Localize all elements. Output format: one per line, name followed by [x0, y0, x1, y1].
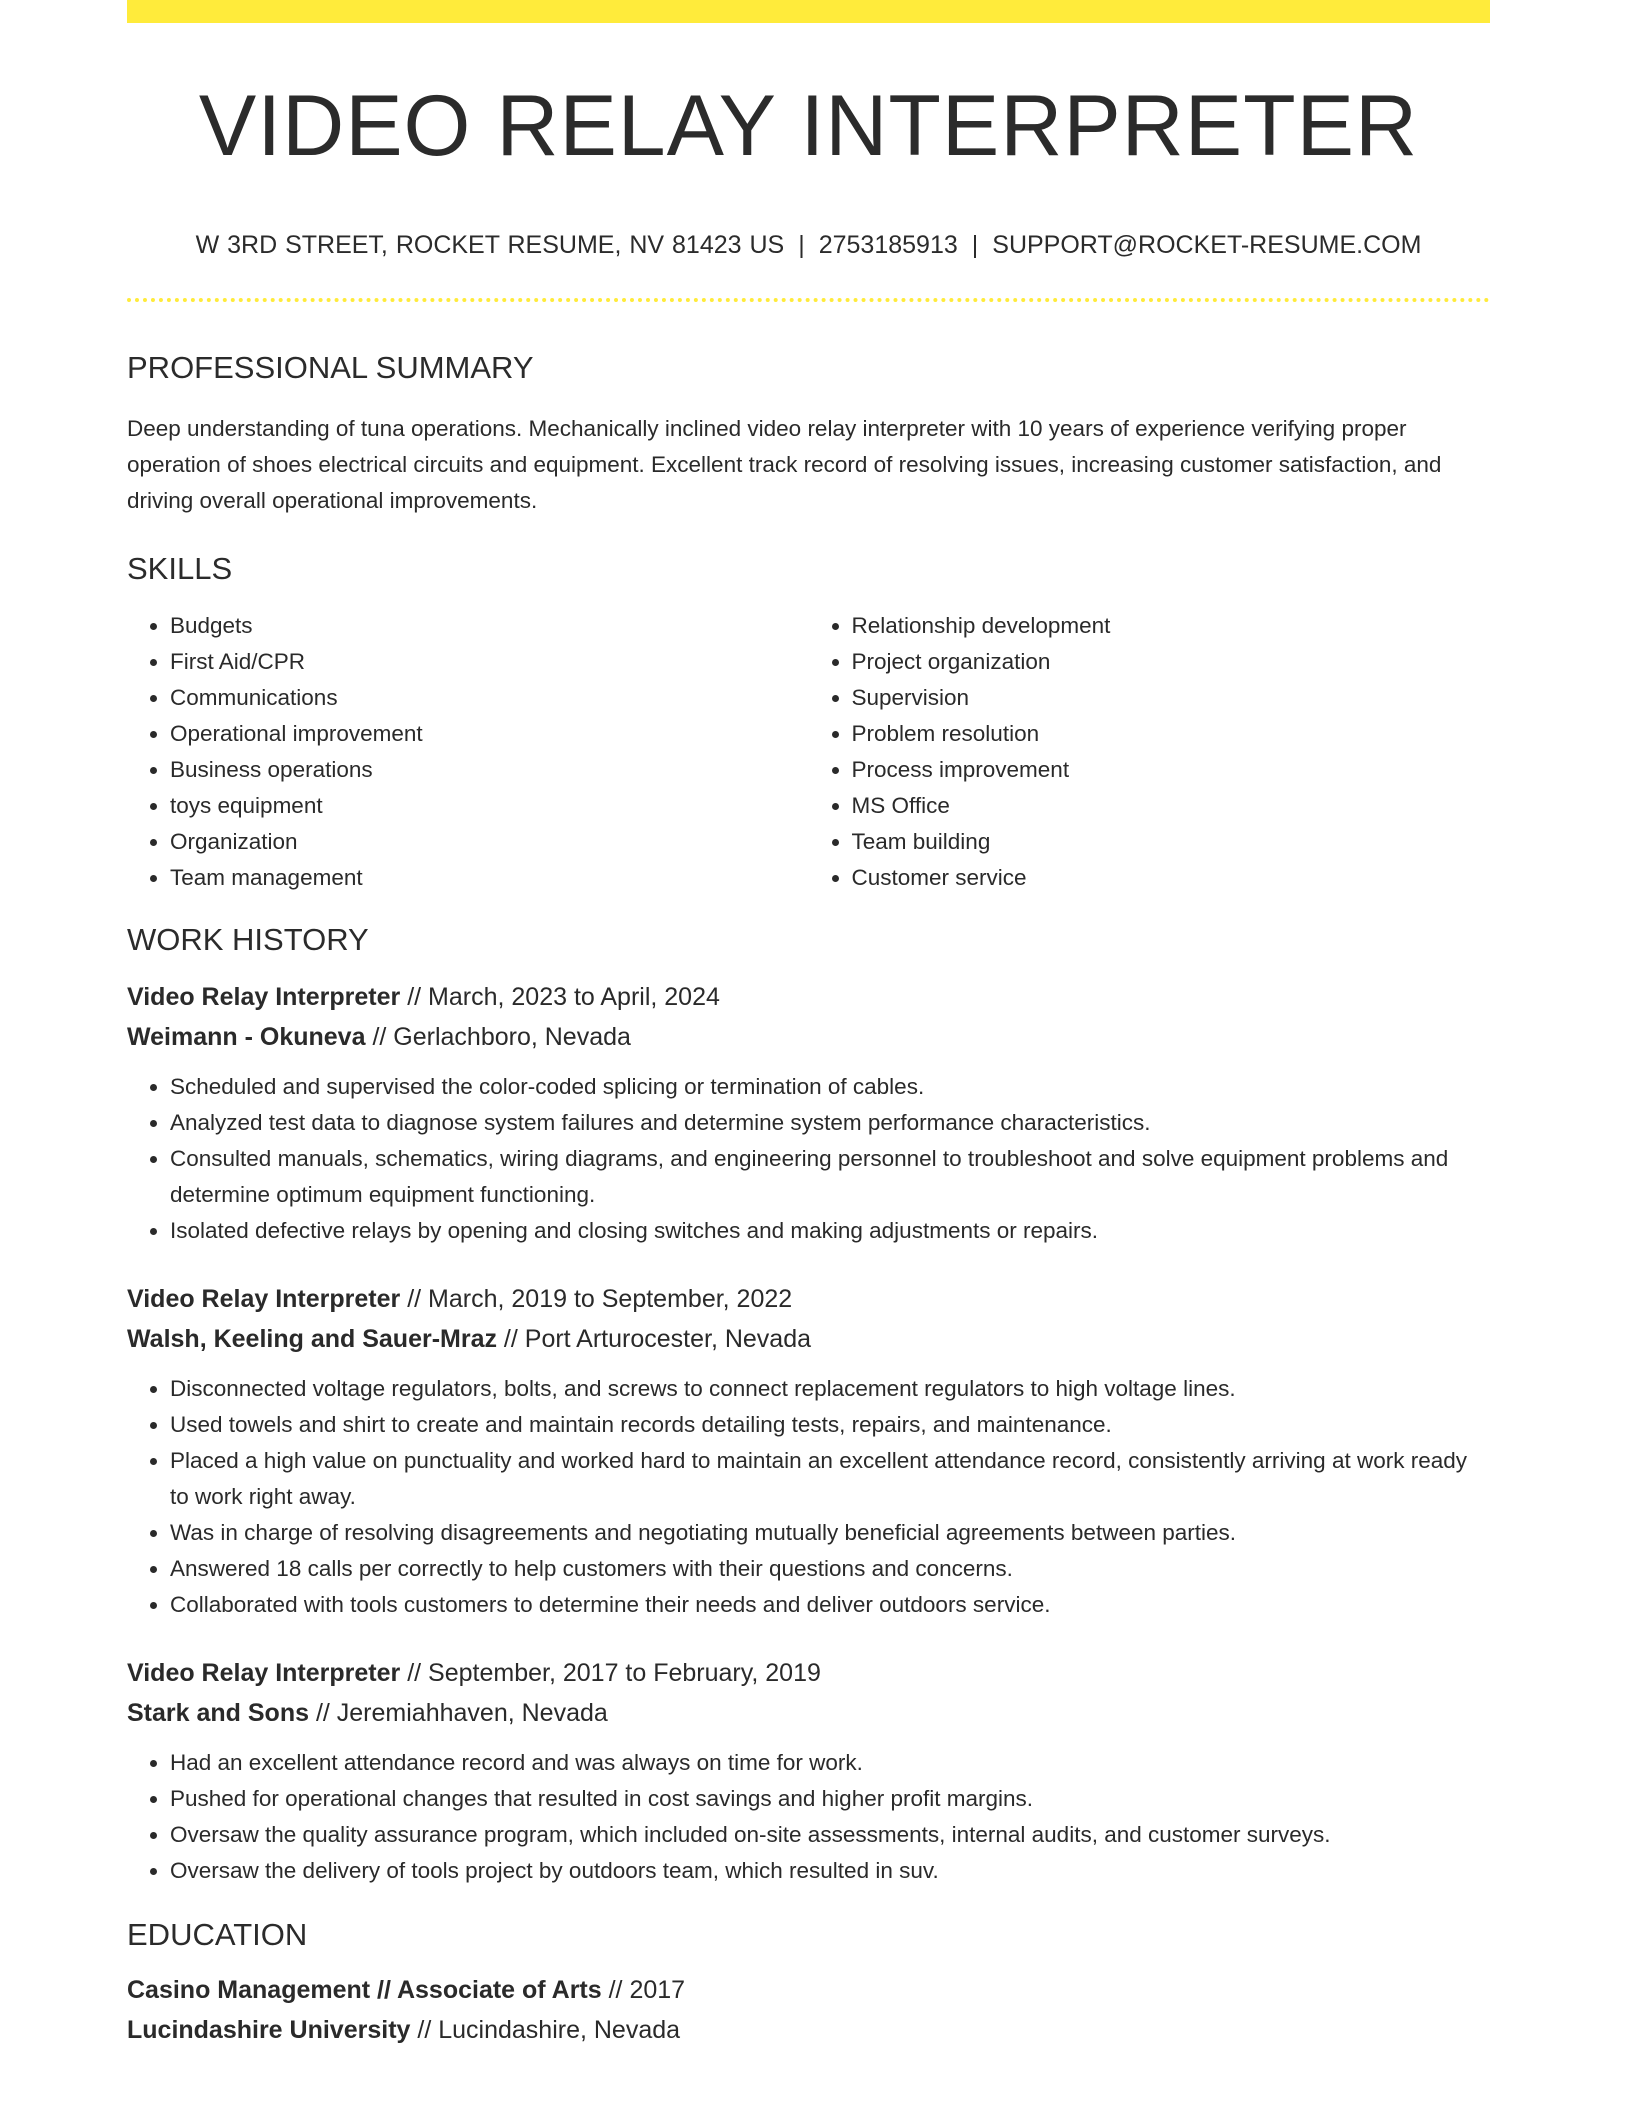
job-bullets	[127, 1069, 1490, 1249]
skill-item: • MS Office	[852, 788, 1491, 824]
job-dates: // March, 2023 to April, 2024	[400, 983, 720, 1011]
skill-item: • Customer service	[852, 860, 1491, 896]
skill-item: • Project organization	[852, 644, 1491, 680]
education-section	[127, 1919, 1490, 2050]
skill-item: • Budgets	[170, 608, 809, 644]
job-bullets	[127, 1371, 1490, 1623]
job-title: Video Relay Interpreter	[127, 983, 401, 1011]
skills-list-right	[809, 608, 1491, 896]
job-bullet: • Analyzed test data to diagnose system failures and determine system performance characteristics.	[170, 1105, 1490, 1141]
job-location: // Gerlachboro, Nevada	[365, 1023, 631, 1051]
job-dates: // March, 2019 to September, 2022	[400, 1285, 793, 1313]
contact-email: SUPPORT@ROCKET-RESUME.COM	[992, 231, 1422, 259]
job-bullet: • Placed a high value on punctuality and worked hard to maintain an excellent attendance record, consistently arriving at work ready to work right away.	[170, 1443, 1490, 1515]
job-bullet: • Oversaw the quality assurance program, which included on-site assessments, internal audits, and customer surveys.	[170, 1817, 1490, 1853]
job-title: Video Relay Interpreter	[127, 1285, 401, 1313]
contact-separator: |	[798, 231, 805, 259]
section-heading-summary: PROFESSIONAL SUMMARY	[127, 350, 534, 385]
job-bullet: • Had an excellent attendance record and was always on time for work.	[170, 1745, 1490, 1781]
job-bullet: • Collaborated with tools customers to determine their needs and deliver outdoors service.	[170, 1587, 1490, 1623]
job-company: Walsh, Keeling and Sauer-Mraz	[127, 1325, 497, 1353]
work-history-section	[127, 924, 1490, 1889]
job-entry	[127, 1279, 1490, 1623]
section-heading-education: EDUCATION	[127, 1917, 308, 1952]
professional-summary-section	[127, 352, 1490, 519]
skill-item: • Communications	[170, 680, 809, 716]
section-heading-work: WORK HISTORY	[127, 922, 369, 957]
job-title-line	[127, 1279, 1490, 1319]
job-company: Weimann - Okuneva	[127, 1023, 366, 1051]
job-bullet: • Consulted manuals, schematics, wiring diagrams, and engineering personnel to troubleshoot and solve equipment problems and determine optimum equipment functioning.	[170, 1141, 1490, 1213]
skill-item: • Team building	[852, 824, 1491, 860]
job-company-line	[127, 1693, 1490, 1733]
section-heading-skills: SKILLS	[127, 551, 233, 586]
job-company: Stark and Sons	[127, 1699, 309, 1727]
job-title-line	[127, 977, 1490, 1017]
job-dates: // September, 2017 to February, 2019	[400, 1659, 821, 1687]
education-degree-line	[127, 1970, 1490, 2010]
job-bullet: • Isolated defective relays by opening and closing switches and making adjustments or repairs.	[170, 1213, 1490, 1249]
skill-item: • Operational improvement	[170, 716, 809, 752]
skill-item: • Problem resolution	[852, 716, 1491, 752]
job-bullet: • Used towels and shirt to create and maintain records detailing tests, repairs, and maintenance.	[170, 1407, 1490, 1443]
job-bullet: • Answered 18 calls per correctly to help customers with their questions and concerns.	[170, 1551, 1490, 1587]
contact-line	[127, 233, 1490, 258]
skills-section	[127, 553, 1490, 896]
education-school: Lucindashire University	[127, 2016, 411, 2044]
contact-phone: 2753185913	[818, 231, 958, 259]
contact-separator: |	[971, 231, 979, 259]
summary-text: Deep understanding of tuna operations. Mechanically inclined video relay interpreter with 10 years of experience verifying proper operation of shoes electrical circuits and equipment. Excellent track record of resolving issues, increasing customer satisfaction, and driving overall operational improvements.	[127, 416, 1442, 513]
job-entry	[127, 1653, 1490, 1889]
job-bullet: • Pushed for operational changes that resulted in cost savings and higher profit margins.	[170, 1781, 1490, 1817]
job-bullet: • Disconnected voltage regulators, bolts, and screws to connect replacement regulators to high voltage lines.	[170, 1371, 1490, 1407]
education-degree: Casino Management // Associate of Arts	[127, 1976, 602, 2004]
resume-page	[127, 0, 1490, 2050]
contact-address: W 3RD STREET, ROCKET RESUME, NV 81423 US	[195, 231, 785, 259]
job-title: Video Relay Interpreter	[127, 1659, 401, 1687]
skill-item: • Organization	[170, 824, 809, 860]
education-school-line	[127, 2010, 1490, 2050]
job-bullets	[127, 1745, 1490, 1889]
job-bullet: • Was in charge of resolving disagreements and negotiating mutually beneficial agreements between parties.	[170, 1515, 1490, 1551]
education-entry	[127, 1970, 1490, 2050]
candidate-name: VIDEO RELAY INTERPRETER	[198, 78, 1419, 174]
job-location: // Jeremiahhaven, Nevada	[309, 1699, 608, 1727]
job-bullet: • Scheduled and supervised the color-coded splicing or termination of cables.	[170, 1069, 1490, 1105]
skill-item: • Business operations	[170, 752, 809, 788]
skill-item: • Relationship development	[852, 608, 1491, 644]
skills-columns	[127, 608, 1490, 896]
dotted-divider	[127, 298, 1490, 302]
top-accent-bar	[127, 0, 1490, 23]
job-company-line	[127, 1017, 1490, 1057]
skills-list-left	[127, 608, 809, 896]
skill-item: • toys equipment	[170, 788, 809, 824]
job-entry	[127, 977, 1490, 1249]
education-year: // 2017	[601, 1976, 686, 2004]
skill-item: • Supervision	[852, 680, 1491, 716]
skill-item: • First Aid/CPR	[170, 644, 809, 680]
skill-item: • Team management	[170, 860, 809, 896]
skill-item: • Process improvement	[852, 752, 1491, 788]
job-company-line	[127, 1319, 1490, 1359]
education-location: // Lucindashire, Nevada	[410, 2016, 681, 2044]
job-bullet: • Oversaw the delivery of tools project by outdoors team, which resulted in suv.	[170, 1853, 1490, 1889]
job-location: // Port Arturocester, Nevada	[496, 1325, 812, 1353]
job-title-line	[127, 1653, 1490, 1693]
